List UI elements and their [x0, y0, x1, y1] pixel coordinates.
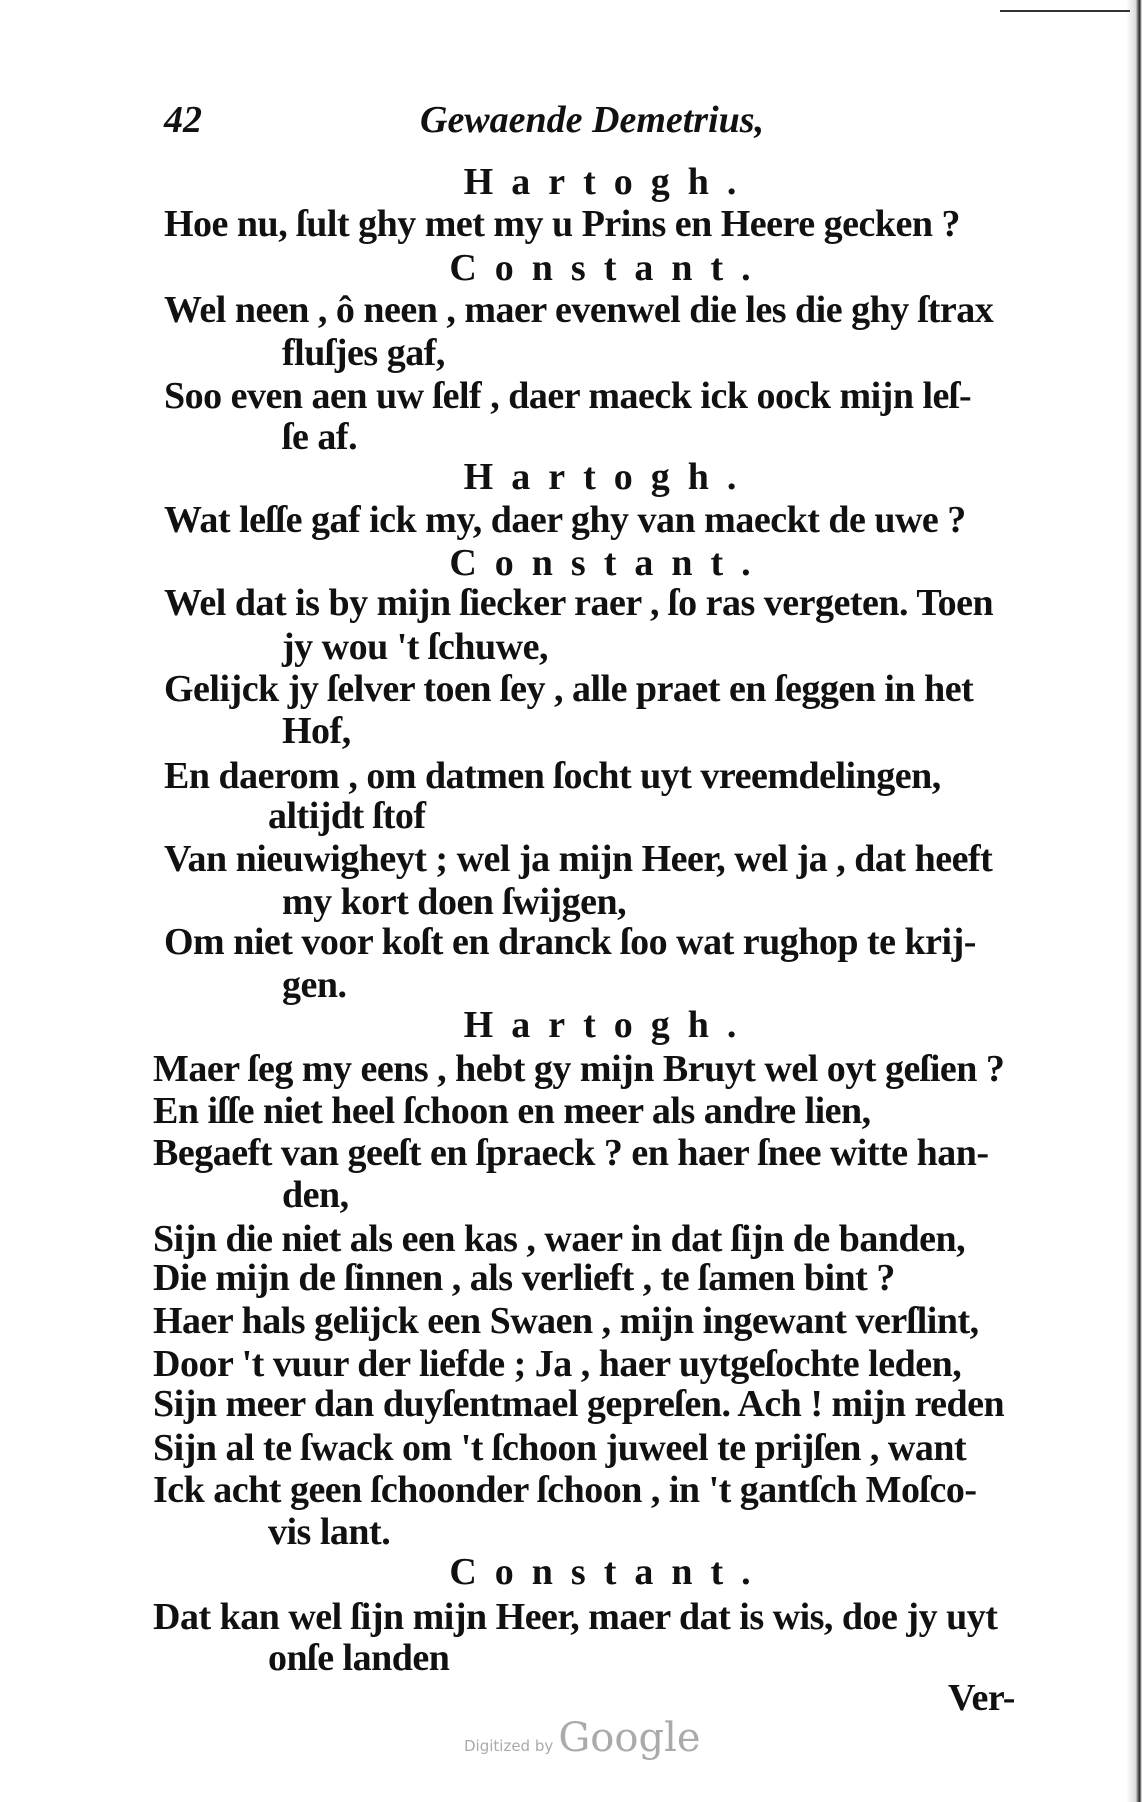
verse-continuation: fluſjes gaf,	[282, 332, 445, 374]
verse-line: Hoe nu, ſult ghy met my u Prins en Heere gecken ?	[164, 203, 960, 245]
verse-line: Haer hals gelijck een Swaen , mijn ingewant verſlint,	[153, 1300, 979, 1342]
running-title: Gewaende Demetrius,	[420, 99, 765, 141]
page-border-line	[1000, 10, 1130, 12]
watermark-brand: Google	[558, 1715, 701, 1761]
verse-line: Wel neen , ô neen , maer evenwel die les die ghy ſtrax	[164, 289, 994, 331]
verse-line: Soo even aen uw ſelf , daer maeck ick oock mijn leſ-	[164, 375, 972, 417]
verse-continuation: jy wou 't ſchuwe,	[282, 626, 548, 668]
verse-continuation: den,	[282, 1174, 349, 1216]
speaker-name: Constant.	[449, 542, 769, 584]
verse-line: En iſſe niet heel ſchoon en meer als andre lien,	[153, 1090, 871, 1132]
google-watermark	[464, 1715, 701, 1761]
verse-line: Maer ſeg my eens , hebt gy mijn Bruyt wel oyt geſien ?	[153, 1048, 1005, 1090]
verse-line: Om niet voor koſt en dranck ſoo wat rughop te krij-	[164, 921, 976, 963]
watermark-prefix: Digitized by	[464, 1737, 554, 1755]
verse-line: En daerom , om datmen ſocht uyt vreemdelingen,	[164, 755, 941, 797]
speaker-name: Hartogh.	[463, 456, 755, 498]
page-number: 42	[164, 99, 202, 141]
verse-line: Wat leſſe gaf ick my, daer ghy van maeckt de uwe ?	[164, 499, 966, 541]
verse-line: Sijn die niet als een kas , waer in dat ſijn de banden,	[153, 1218, 966, 1260]
verse-line: Van nieuwigheyt ; wel ja mijn Heer, wel ja , dat heeft	[164, 838, 993, 880]
verse-continuation: onſe landen	[268, 1637, 450, 1679]
verse-continuation: altijdt ſtof	[268, 795, 426, 837]
catchword: Ver-	[948, 1677, 1015, 1719]
verse-continuation: my kort doen ſwijgen,	[282, 881, 627, 923]
verse-line: Dat kan wel ſijn mijn Heer, maer dat is wis, doe jy uyt	[153, 1596, 998, 1638]
verse-continuation: Hof,	[282, 710, 351, 752]
verse-line: Door 't vuur der liefde ; Ja , haer uytgeſochte leden,	[153, 1343, 962, 1385]
verse-continuation: gen.	[282, 964, 347, 1006]
verse-continuation: vis lant.	[268, 1511, 391, 1553]
verse-line: Begaeft van geeſt en ſpraeck ? en haer ſnee witte han-	[153, 1132, 989, 1174]
speaker-name: Constant.	[449, 247, 769, 289]
verse-line: Sijn al te ſwack om 't ſchoon juweel te prijſen , want	[153, 1427, 967, 1469]
speaker-name: Constant.	[449, 1551, 769, 1593]
verse-line: Wel dat is by mijn ſiecker raer , ſo ras vergeten. Toen	[164, 582, 994, 624]
verse-line: Ick acht geen ſchoonder ſchoon , in 't gantſch Moſco-	[153, 1469, 977, 1511]
verse-line: Die mijn de ſinnen , als verlieft , te ſamen bint ?	[153, 1257, 895, 1299]
verse-line: Gelijck jy ſelver toen ſey , alle praet en ſeggen in het	[164, 668, 974, 710]
speaker-name: Hartogh.	[463, 1004, 755, 1046]
speaker-name: Hartogh.	[463, 161, 755, 203]
verse-continuation: ſe af.	[282, 416, 358, 458]
verse-line: Sijn meer dan duyſentmael gepreſen. Ach ! mijn reden	[153, 1383, 1005, 1425]
